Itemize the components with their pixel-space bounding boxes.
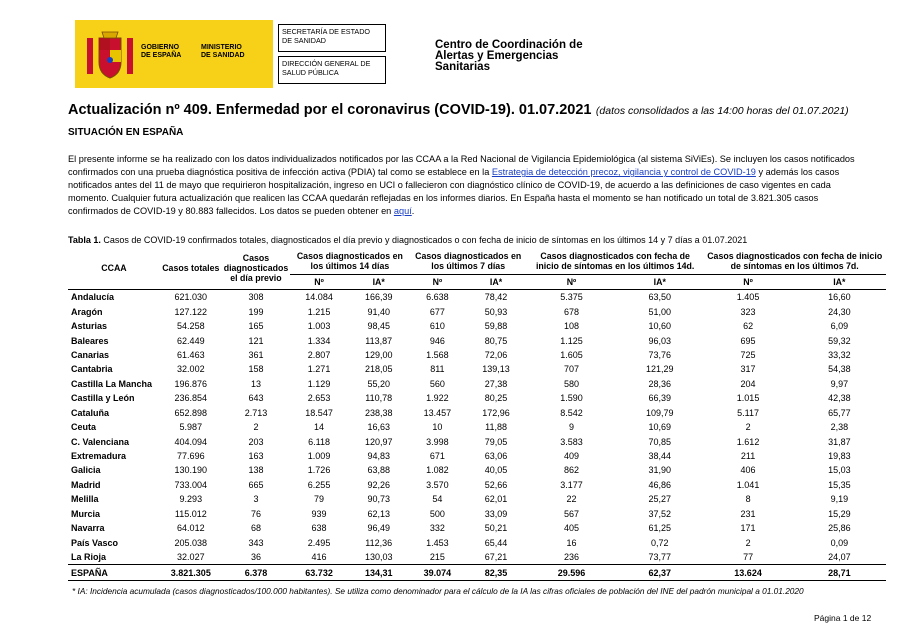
value-cell: 1.015 [736, 393, 760, 404]
value-cell: 28,71 [828, 567, 851, 578]
coat-of-arms-icon [85, 28, 135, 82]
value-cell: 567 [563, 508, 579, 519]
value-cell: 1.041 [736, 479, 760, 490]
value-cell: 231 [740, 508, 756, 519]
value-cell: 416 [311, 552, 327, 563]
value-cell: 10,60 [648, 321, 672, 332]
value-cell: 54.258 [177, 321, 205, 332]
value-cell: 67,21 [484, 552, 508, 563]
table-row [68, 507, 886, 521]
value-cell: 46,86 [648, 479, 672, 490]
ccaa-name-cell: Andalucía [71, 292, 115, 303]
aqui-link[interactable]: aquí [393, 206, 412, 217]
value-cell: 115.012 [174, 508, 207, 519]
value-cell: 77.696 [177, 451, 205, 462]
value-cell: 1.568 [426, 349, 449, 360]
value-cell: 25,27 [648, 494, 672, 505]
value-cell: 203 [248, 436, 264, 447]
ccaa-name-cell: Castilla y León [71, 393, 135, 404]
table-body [68, 290, 886, 581]
value-cell: 61.463 [177, 349, 205, 360]
value-cell: 31,90 [648, 465, 672, 476]
col-header-diag-previo: Casos diagnosticados el día previo [223, 253, 289, 283]
value-cell: 211 [740, 451, 756, 462]
value-cell: 15,03 [828, 465, 851, 476]
value-cell: 3.998 [426, 436, 449, 447]
value-cell: 939 [311, 508, 327, 519]
value-cell: 1.271 [307, 364, 331, 375]
value-cell: 204 [740, 378, 756, 389]
value-cell: 32.002 [177, 364, 205, 375]
value-cell: 158 [248, 364, 264, 375]
value-cell: 121 [248, 335, 264, 346]
value-cell: 80,25 [484, 393, 508, 404]
value-cell: 1.453 [426, 537, 449, 548]
value-cell: 50,93 [484, 306, 508, 317]
value-cell: 77 [743, 552, 754, 563]
table-row [68, 449, 886, 463]
table-row [68, 362, 886, 376]
table-row [68, 492, 886, 506]
value-cell: 862 [563, 465, 579, 476]
value-cell: 2.653 [307, 393, 331, 404]
value-cell: 24,30 [828, 306, 851, 317]
ccaa-name-cell: Navarra [71, 523, 105, 534]
value-cell: 64.012 [177, 523, 205, 534]
value-cell: 32.027 [177, 552, 205, 563]
table-row [68, 348, 886, 362]
intro-text-1: El presente informe se ha realizado con los datos individualizados notificados por las CCAA a la Red Nacional de Vigilancia Epidemiológica (al sistema SiViEs). Se incluyen los casos notificados confirmados con una prueba diagnóstica positiva de infección activa (PDIA) tal como se establece en la [68, 154, 855, 178]
value-cell: 82,35 [484, 567, 508, 578]
value-cell: 199 [248, 306, 264, 317]
value-cell: 78,42 [484, 292, 508, 303]
value-cell: 80,75 [484, 335, 508, 346]
covid-table [68, 247, 886, 581]
value-cell: 62,13 [367, 508, 390, 519]
col-header-group-7d: Casos diagnosticados en los últimos 7 días [410, 247, 527, 275]
value-cell: 138 [248, 465, 264, 476]
value-cell: 63,88 [367, 465, 390, 476]
col-header-n: Nº [743, 277, 753, 287]
value-cell: 13 [250, 378, 261, 389]
value-cell: 63,06 [484, 451, 508, 462]
value-cell: 733.004 [174, 479, 208, 490]
value-cell: 54 [432, 494, 443, 505]
value-cell: 65,77 [828, 407, 851, 418]
document-header [0, 0, 913, 90]
value-cell: 113,87 [365, 335, 393, 346]
value-cell: 317 [740, 364, 756, 375]
value-cell: 139,13 [482, 364, 510, 375]
col-header-casos-totales: Casos totales [162, 263, 220, 273]
ccaa-name-cell: País Vasco [71, 537, 119, 548]
value-cell: 62,01 [484, 494, 508, 505]
value-cell: 10 [432, 422, 443, 433]
value-cell: 406 [740, 465, 756, 476]
value-cell: 1.215 [307, 306, 331, 317]
value-cell: 946 [429, 335, 445, 346]
table-row [68, 319, 886, 333]
value-cell: 1.003 [307, 321, 331, 332]
value-cell: 15,29 [828, 508, 851, 519]
value-cell: 6.255 [307, 479, 331, 490]
value-cell: 94,83 [367, 451, 390, 462]
page-number: Página 1 de 12 [814, 613, 872, 623]
col-header-group-fecha-14d: Casos diagnosticados con fecha de inicio de síntomas en los últimos 14d. [527, 247, 704, 275]
value-cell: 96,03 [648, 335, 672, 346]
value-cell: 65,44 [484, 537, 508, 548]
value-cell: 9.293 [179, 494, 203, 505]
value-cell: 2.807 [307, 349, 331, 360]
value-cell: 643 [248, 393, 264, 404]
value-cell: 165 [248, 321, 264, 332]
value-cell: 59,32 [828, 335, 851, 346]
ministerio-label: MINISTERIO DE SANIDAD [201, 44, 245, 59]
value-cell: 9,97 [830, 378, 849, 389]
col-header-ia: IA* [372, 277, 385, 287]
table-caption-label: Tabla 1. [68, 235, 101, 245]
intro-paragraph [68, 153, 868, 218]
value-cell: 205.038 [174, 537, 208, 548]
value-cell: 61,25 [648, 523, 672, 534]
value-cell: 9 [568, 422, 574, 433]
value-cell: 2 [745, 537, 751, 548]
value-cell: 29.596 [557, 567, 586, 578]
table-row [68, 521, 886, 535]
value-cell: 677 [429, 306, 445, 317]
value-cell: 120,97 [364, 436, 393, 447]
value-cell: 405 [563, 523, 579, 534]
value-cell: 38,44 [648, 451, 672, 462]
ccaa-name-cell: Castilla La Mancha [71, 378, 153, 389]
value-cell: 70,85 [648, 436, 672, 447]
value-cell: 1.334 [307, 335, 331, 346]
value-cell: 361 [248, 349, 264, 360]
value-cell: 33,09 [484, 508, 508, 519]
value-cell: 3.177 [560, 479, 583, 490]
value-cell: 96,49 [367, 523, 390, 534]
value-cell: 19,83 [828, 451, 851, 462]
value-cell: 66,39 [648, 393, 672, 404]
value-cell: 2.495 [307, 537, 331, 548]
value-cell: 678 [563, 306, 579, 317]
value-cell: 51,00 [648, 306, 672, 317]
value-cell: 652.898 [174, 407, 208, 418]
ccaa-name-cell: Asturias [71, 321, 108, 332]
value-cell: 127.122 [174, 306, 208, 317]
value-cell: 110,78 [365, 393, 393, 404]
value-cell: 171 [740, 523, 756, 534]
value-cell: 14.084 [305, 292, 333, 303]
table-row [68, 478, 886, 492]
value-cell: 580 [563, 378, 579, 389]
table-row [68, 420, 886, 434]
value-cell: 1.405 [736, 292, 760, 303]
report-title-main: Actualización nº 409. Enfermedad por el coronavirus (COVID-19). 01.07.2021 [68, 102, 592, 118]
ccaa-name-cell: Galicia [71, 465, 101, 476]
value-cell: 112,36 [365, 537, 393, 548]
value-cell: 8.542 [560, 407, 583, 418]
value-cell: 79,05 [484, 436, 508, 447]
col-header-ia: IA* [653, 277, 666, 287]
estrategia-link[interactable]: Estrategia de detección precoz, vigilancia y control de COVID-19 [491, 167, 756, 178]
value-cell: 409 [563, 451, 579, 462]
value-cell: 236.854 [174, 393, 208, 404]
value-cell: 725 [740, 349, 756, 360]
value-cell: 52,66 [484, 479, 508, 490]
value-cell: 92,26 [367, 479, 390, 490]
table-row [68, 333, 886, 347]
value-cell: 610 [429, 321, 445, 332]
value-cell: 73,77 [648, 552, 672, 563]
ccaa-name-cell: Melilla [71, 494, 99, 505]
value-cell: 3.821.305 [170, 567, 211, 578]
value-cell: 500 [429, 508, 445, 519]
value-cell: 31,87 [828, 436, 851, 447]
secretaria-box: SECRETARÍA DE ESTADO DE SANIDAD [278, 24, 386, 52]
value-cell: 707 [563, 364, 579, 375]
value-cell: 218,05 [364, 364, 393, 375]
intro-text-3: . [411, 206, 415, 217]
value-cell: 2 [745, 422, 751, 433]
value-cell: 25,86 [828, 523, 851, 534]
value-cell: 76 [250, 508, 261, 519]
value-cell: 130,03 [364, 552, 393, 563]
value-cell: 172,96 [482, 407, 510, 418]
report-title [68, 101, 848, 119]
ccaa-name-cell: Aragón [71, 306, 103, 317]
value-cell: 236 [563, 552, 579, 563]
direccion-box: DIRECCIÓN GENERAL DE SALUD PÚBLICA [278, 56, 386, 84]
value-cell: 3.570 [426, 479, 449, 490]
value-cell: 50,21 [484, 523, 508, 534]
col-header-ia: IA* [489, 277, 503, 287]
ccaa-name-cell: Cataluña [71, 407, 110, 418]
value-cell: 308 [248, 292, 264, 303]
table-total-row [68, 565, 886, 580]
value-cell: 109,79 [646, 407, 674, 418]
value-cell: 63,50 [648, 292, 672, 303]
report-title-sub: (datos consolidados a las 14:00 horas del 01.07.2021) [595, 105, 849, 117]
value-cell: 27,38 [484, 378, 508, 389]
value-cell: 129,00 [364, 349, 393, 360]
ccaa-name-cell: ESPAÑA [71, 567, 108, 578]
value-cell: 40,05 [484, 465, 508, 476]
value-cell: 62 [743, 321, 754, 332]
value-cell: 638 [311, 523, 327, 534]
value-cell: 6.378 [244, 567, 268, 578]
value-cell: 2 [253, 422, 259, 433]
table-row [68, 550, 886, 565]
value-cell: 1.009 [307, 451, 331, 462]
value-cell: 9,19 [830, 494, 849, 505]
value-cell: 811 [430, 364, 445, 375]
table-caption [68, 235, 747, 245]
value-cell: 1.612 [736, 436, 760, 447]
value-cell: 42,38 [828, 393, 851, 404]
value-cell: 5.117 [737, 407, 759, 418]
value-cell: 0,72 [651, 537, 669, 548]
value-cell: 68 [250, 523, 261, 534]
value-cell: 62,37 [648, 567, 672, 578]
value-cell: 5.987 [179, 422, 203, 433]
col-header-group-14d: Casos diagnosticados en los últimos 14 días [290, 247, 409, 275]
value-cell: 8 [745, 494, 751, 505]
value-cell: 196.876 [174, 378, 208, 389]
value-cell: 404.094 [174, 436, 208, 447]
value-cell: 2.713 [244, 407, 268, 418]
value-cell: 215 [429, 552, 445, 563]
ccaa-name-cell: Cantabria [71, 364, 113, 375]
value-cell: 6.638 [426, 292, 449, 303]
table-row [68, 463, 886, 477]
value-cell: 1.125 [560, 335, 583, 346]
value-cell: 63.732 [305, 567, 333, 578]
value-cell: 0,09 [830, 537, 849, 548]
value-cell: 163 [248, 451, 264, 462]
value-cell: 91,40 [367, 306, 390, 317]
table-caption-text: Casos de COVID-19 confirmados totales, diagnosticados el día previo y diagnosticados o con fecha de inicio de síntomas en los últimos 14 y 7 días a 01.07.2021 [100, 235, 748, 245]
gobierno-label: GOBIERNO DE ESPAÑA [141, 44, 182, 59]
value-cell: 1.590 [560, 393, 583, 404]
value-cell: 134,31 [364, 567, 393, 578]
value-cell: 33,32 [828, 349, 851, 360]
table-row [68, 391, 886, 405]
value-cell: 62.449 [177, 335, 205, 346]
value-cell: 16,60 [828, 292, 851, 303]
value-cell: 16 [566, 537, 577, 548]
col-header-ccaa: CCAA [101, 263, 127, 273]
value-cell: 28,36 [648, 378, 672, 389]
col-header-ia: IA* [833, 277, 846, 287]
centro-coordinacion-label: Centro de Coordinación de Alertas y Emergencias Sanitarias [435, 39, 583, 73]
value-cell: 55,20 [367, 378, 390, 389]
value-cell: 323 [740, 306, 756, 317]
value-cell: 54,38 [828, 364, 851, 375]
value-cell: 24,07 [828, 552, 851, 563]
value-cell: 621.030 [174, 292, 208, 303]
value-cell: 39.074 [423, 567, 452, 578]
value-cell: 560 [429, 378, 445, 389]
section-heading: SITUACIÓN EN ESPAÑA [68, 127, 184, 138]
value-cell: 6.118 [308, 436, 330, 447]
value-cell: 3 [253, 494, 259, 505]
ccaa-name-cell: La Rioja [71, 552, 107, 563]
value-cell: 671 [429, 451, 445, 462]
value-cell: 1.082 [426, 465, 449, 476]
value-cell: 22 [566, 494, 577, 505]
value-cell: 59,88 [484, 321, 508, 332]
intro-text-2: y además los casos notificados antes del 11 de mayo que requirieron hospitalización, ingreso en UCI o fallecieron con diagnóstico clínico de COVID-19, de acuerdo a las definiciones de caso vigentes en cada momento. Cualquier futura actualización que realicen las CCAA quedarán reflejadas en los informes diarios. En España hasta el momento se han notificado un total de 3.821.305 casos confirmados de COVID-19 y 80.883 fallecidos. Los datos se pueden obtener en [68, 167, 840, 217]
table-row [68, 290, 886, 305]
value-cell: 166,39 [364, 292, 393, 303]
value-cell: 665 [248, 479, 264, 490]
ccaa-name-cell: Madrid [71, 479, 101, 490]
value-cell: 1.129 [307, 378, 331, 389]
table-row [68, 535, 886, 549]
table-row [68, 434, 886, 448]
value-cell: 18.547 [305, 407, 333, 418]
value-cell: 343 [248, 537, 264, 548]
value-cell: 37,52 [648, 508, 672, 519]
value-cell: 79 [314, 494, 325, 505]
table-row [68, 377, 886, 391]
ccaa-name-cell: Ceuta [71, 422, 97, 433]
value-cell: 13.457 [423, 407, 452, 418]
government-logo [75, 20, 273, 88]
col-header-group-fecha-7d: Casos diagnosticados con fecha de inicio de síntomas en los últimos 7d. [703, 247, 886, 275]
value-cell: 11,88 [485, 422, 507, 433]
value-cell: 36 [250, 552, 261, 563]
value-cell: 5.375 [560, 292, 583, 303]
table-row [68, 304, 886, 318]
footnote: * IA: Incidencia acumulada (casos diagnosticados/100.000 habitantes). Se utiliza como denominador para el cálculo de la IA las cifras oficiales de población del INE del padrón municipal a 01.01.2020 [72, 586, 804, 596]
value-cell: 72,06 [484, 349, 508, 360]
value-cell: 1.605 [560, 349, 583, 360]
value-cell: 2,38 [830, 422, 849, 433]
value-cell: 73,76 [648, 349, 672, 360]
ccaa-name-cell: Murcia [71, 508, 101, 519]
value-cell: 1.726 [307, 465, 331, 476]
col-header-n: Nº [566, 277, 577, 287]
value-cell: 3.583 [560, 436, 583, 447]
col-header-n: Nº [314, 277, 324, 287]
value-cell: 10,69 [648, 422, 672, 433]
value-cell: 98,45 [367, 321, 390, 332]
value-cell: 130.190 [174, 465, 208, 476]
ccaa-name-cell: Canarias [71, 349, 110, 360]
ccaa-name-cell: Extremadura [71, 451, 127, 462]
value-cell: 332 [429, 523, 445, 534]
ccaa-name-cell: C. Valenciana [71, 436, 130, 447]
value-cell: 1.922 [426, 393, 449, 404]
col-header-n: Nº [432, 277, 443, 287]
value-cell: 6,09 [830, 321, 849, 332]
ccaa-name-cell: Baleares [71, 335, 109, 346]
value-cell: 695 [740, 335, 756, 346]
value-cell: 15,35 [828, 479, 851, 490]
value-cell: 16,63 [367, 422, 390, 433]
table-row [68, 406, 886, 420]
value-cell: 14 [314, 422, 325, 433]
value-cell: 13.624 [734, 567, 762, 578]
value-cell: 90,73 [367, 494, 390, 505]
value-cell: 238,38 [364, 407, 393, 418]
value-cell: 121,29 [646, 364, 674, 375]
value-cell: 108 [563, 321, 579, 332]
